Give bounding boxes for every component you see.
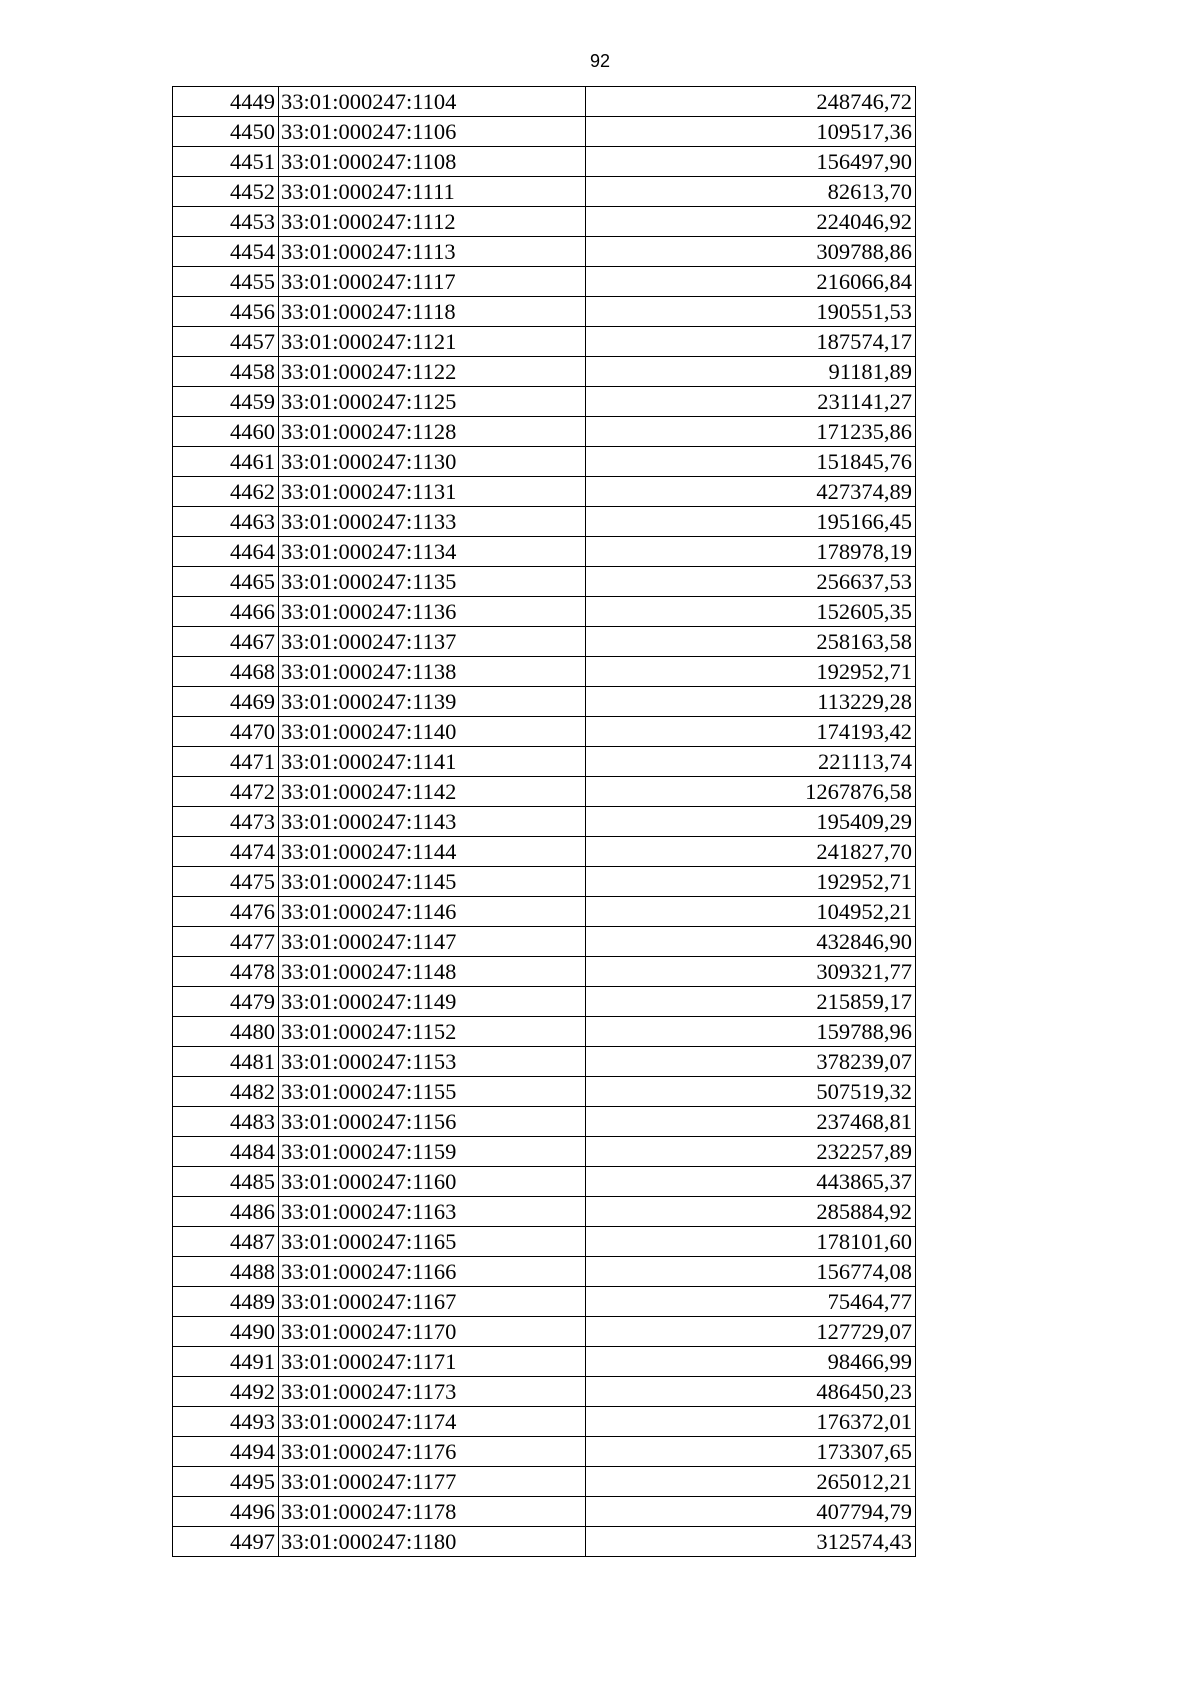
cadastral-value-cell: 216066,84 [586,267,916,297]
table-row [173,297,916,327]
table-row [173,627,916,657]
cadastral-number-cell: 33:01:000247:1140 [279,717,586,747]
table-row [173,1287,916,1317]
table-row [173,657,916,687]
table-row [173,327,916,357]
cadastral-value-cell: 231141,27 [586,387,916,417]
table-row [173,1257,916,1287]
cadastral-number-cell: 33:01:000247:1108 [279,147,586,177]
cadastral-value-cell: 178101,60 [586,1227,916,1257]
table-row [173,417,916,447]
cadastral-number-cell: 33:01:000247:1113 [279,237,586,267]
row-number-cell: 4497 [173,1527,279,1557]
cadastral-number-cell: 33:01:000247:1122 [279,357,586,387]
row-number-cell: 4451 [173,147,279,177]
cadastral-number-cell: 33:01:000247:1121 [279,327,586,357]
cadastral-value-cell: 312574,43 [586,1527,916,1557]
table-row [173,1107,916,1137]
cadastral-value-cell: 232257,89 [586,1137,916,1167]
cadastral-number-cell: 33:01:000247:1152 [279,1017,586,1047]
cadastral-number-cell: 33:01:000247:1106 [279,117,586,147]
row-number-cell: 4483 [173,1107,279,1137]
cadastral-number-cell: 33:01:000247:1111 [279,177,586,207]
cadastral-value-cell: 215859,17 [586,987,916,1017]
row-number-cell: 4453 [173,207,279,237]
cadastral-value-cell: 171235,86 [586,417,916,447]
cadastral-number-cell: 33:01:000247:1166 [279,1257,586,1287]
cadastral-value-cell: 178978,19 [586,537,916,567]
cadastral-number-cell: 33:01:000247:1131 [279,477,586,507]
table-row [173,207,916,237]
cadastral-number-cell: 33:01:000247:1170 [279,1317,586,1347]
table-row [173,897,916,927]
row-number-cell: 4460 [173,417,279,447]
row-number-cell: 4472 [173,777,279,807]
table-row [173,687,916,717]
table-row [173,1437,916,1467]
row-number-cell: 4449 [173,87,279,117]
table-row [173,1317,916,1347]
cadastral-number-cell: 33:01:000247:1163 [279,1197,586,1227]
cadastral-number-cell: 33:01:000247:1141 [279,747,586,777]
cadastral-value-cell: 256637,53 [586,567,916,597]
cadastral-number-cell: 33:01:000247:1139 [279,687,586,717]
page-number: 92 [589,51,611,71]
table-row [173,447,916,477]
table-row [173,537,916,567]
table-row [173,117,916,147]
cadastral-number-cell: 33:01:000247:1118 [279,297,586,327]
cadastral-number-cell: 33:01:000247:1155 [279,1077,586,1107]
row-number-cell: 4479 [173,987,279,1017]
cadastral-value-cell: 173307,65 [586,1437,916,1467]
cadastral-number-cell: 33:01:000247:1125 [279,387,586,417]
cadastral-number-cell: 33:01:000247:1138 [279,657,586,687]
table-row [173,1047,916,1077]
cadastral-number-cell: 33:01:000247:1135 [279,567,586,597]
cadastral-number-cell: 33:01:000247:1142 [279,777,586,807]
table-row [173,837,916,867]
cadastral-number-cell: 33:01:000247:1156 [279,1107,586,1137]
cadastral-number-cell: 33:01:000247:1148 [279,957,586,987]
cadastral-number-cell: 33:01:000247:1144 [279,837,586,867]
table-body [173,87,916,1557]
cadastral-value-cell: 309321,77 [586,957,916,987]
cadastral-value-cell: 104952,21 [586,897,916,927]
table-row [173,1017,916,1047]
table-row [173,777,916,807]
cadastral-value-cell: 82613,70 [586,177,916,207]
table-row [173,567,916,597]
row-number-cell: 4469 [173,687,279,717]
cadastral-value-cell: 265012,21 [586,1467,916,1497]
row-number-cell: 4474 [173,837,279,867]
cadastral-number-cell: 33:01:000247:1133 [279,507,586,537]
table-row [173,597,916,627]
cadastral-number-cell: 33:01:000247:1173 [279,1377,586,1407]
table-row [173,1527,916,1557]
table-row [173,357,916,387]
cadastral-value-cell: 192952,71 [586,867,916,897]
cadastral-number-cell: 33:01:000247:1159 [279,1137,586,1167]
cadastral-number-cell: 33:01:000247:1147 [279,927,586,957]
row-number-cell: 4490 [173,1317,279,1347]
cadastral-value-cell: 174193,42 [586,717,916,747]
cadastral-value-cell: 195409,29 [586,807,916,837]
cadastral-value-cell: 176372,01 [586,1407,916,1437]
row-number-cell: 4488 [173,1257,279,1287]
row-number-cell: 4468 [173,657,279,687]
table-row [173,1497,916,1527]
row-number-cell: 4464 [173,537,279,567]
cadastral-number-cell: 33:01:000247:1174 [279,1407,586,1437]
table-row [173,1137,916,1167]
table-row [173,987,916,1017]
cadastral-value-cell: 156774,08 [586,1257,916,1287]
row-number-cell: 4457 [173,327,279,357]
cadastral-value-cell: 432846,90 [586,927,916,957]
cadastral-value-cell: 109517,36 [586,117,916,147]
cadastral-value-cell: 159788,96 [586,1017,916,1047]
row-number-cell: 4475 [173,867,279,897]
cadastral-value-cell: 486450,23 [586,1377,916,1407]
cadastral-number-cell: 33:01:000247:1130 [279,447,586,477]
table-row [173,177,916,207]
row-number-cell: 4478 [173,957,279,987]
cadastral-value-cell: 241827,70 [586,837,916,867]
cadastral-number-cell: 33:01:000247:1160 [279,1167,586,1197]
cadastral-value-cell: 258163,58 [586,627,916,657]
cadastral-number-cell: 33:01:000247:1167 [279,1287,586,1317]
cadastral-value-cell: 248746,72 [586,87,916,117]
table-row [173,477,916,507]
cadastral-value-cell: 151845,76 [586,447,916,477]
row-number-cell: 4495 [173,1467,279,1497]
cadastral-number-cell: 33:01:000247:1178 [279,1497,586,1527]
table-row [173,387,916,417]
cadastral-number-cell: 33:01:000247:1171 [279,1347,586,1377]
cadastral-value-cell: 224046,92 [586,207,916,237]
cadastral-number-cell: 33:01:000247:1176 [279,1437,586,1467]
cadastral-number-cell: 33:01:000247:1143 [279,807,586,837]
row-number-cell: 4450 [173,117,279,147]
row-number-cell: 4476 [173,897,279,927]
cadastral-number-cell: 33:01:000247:1112 [279,207,586,237]
table-row [173,957,916,987]
cadastral-number-cell: 33:01:000247:1180 [279,1527,586,1557]
cadastral-value-table [172,86,916,1557]
cadastral-number-cell: 33:01:000247:1136 [279,597,586,627]
row-number-cell: 4494 [173,1437,279,1467]
table-row [173,1077,916,1107]
table-row [173,927,916,957]
table-row [173,147,916,177]
cadastral-value-cell: 190551,53 [586,297,916,327]
row-number-cell: 4455 [173,267,279,297]
table-row [173,1197,916,1227]
row-number-cell: 4487 [173,1227,279,1257]
cadastral-value-cell: 113229,28 [586,687,916,717]
table-row [173,1227,916,1257]
row-number-cell: 4467 [173,627,279,657]
table-row [173,237,916,267]
table-row [173,1377,916,1407]
cadastral-number-cell: 33:01:000247:1165 [279,1227,586,1257]
cadastral-number-cell: 33:01:000247:1128 [279,417,586,447]
cadastral-value-cell: 1267876,58 [586,777,916,807]
cadastral-value-cell: 427374,89 [586,477,916,507]
table-row [173,87,916,117]
row-number-cell: 4491 [173,1347,279,1377]
table-row [173,507,916,537]
row-number-cell: 4465 [173,567,279,597]
cadastral-value-cell: 378239,07 [586,1047,916,1077]
row-number-cell: 4482 [173,1077,279,1107]
table-row [173,807,916,837]
table-row [173,747,916,777]
row-number-cell: 4461 [173,447,279,477]
table-row [173,1407,916,1437]
cadastral-value-cell: 187574,17 [586,327,916,357]
row-number-cell: 4456 [173,297,279,327]
row-number-cell: 4454 [173,237,279,267]
cadastral-value-cell: 237468,81 [586,1107,916,1137]
row-number-cell: 4477 [173,927,279,957]
cadastral-value-cell: 507519,32 [586,1077,916,1107]
table-row [173,1347,916,1377]
row-number-cell: 4471 [173,747,279,777]
cadastral-value-cell: 98466,99 [586,1347,916,1377]
cadastral-value-cell: 309788,86 [586,237,916,267]
cadastral-number-cell: 33:01:000247:1153 [279,1047,586,1077]
row-number-cell: 4486 [173,1197,279,1227]
table-row [173,717,916,747]
cadastral-value-cell: 127729,07 [586,1317,916,1347]
cadastral-value-cell: 221113,74 [586,747,916,777]
cadastral-value-cell: 285884,92 [586,1197,916,1227]
cadastral-value-cell: 195166,45 [586,507,916,537]
cadastral-number-cell: 33:01:000247:1149 [279,987,586,1017]
row-number-cell: 4466 [173,597,279,627]
cadastral-value-cell: 156497,90 [586,147,916,177]
row-number-cell: 4462 [173,477,279,507]
cadastral-value-cell: 75464,77 [586,1287,916,1317]
cadastral-number-cell: 33:01:000247:1146 [279,897,586,927]
cadastral-number-cell: 33:01:000247:1137 [279,627,586,657]
row-number-cell: 4458 [173,357,279,387]
row-number-cell: 4493 [173,1407,279,1437]
row-number-cell: 4459 [173,387,279,417]
row-number-cell: 4452 [173,177,279,207]
table-row [173,867,916,897]
row-number-cell: 4480 [173,1017,279,1047]
cadastral-number-cell: 33:01:000247:1177 [279,1467,586,1497]
cadastral-value-cell: 443865,37 [586,1167,916,1197]
row-number-cell: 4492 [173,1377,279,1407]
row-number-cell: 4485 [173,1167,279,1197]
row-number-cell: 4470 [173,717,279,747]
cadastral-value-cell: 192952,71 [586,657,916,687]
row-number-cell: 4463 [173,507,279,537]
row-number-cell: 4481 [173,1047,279,1077]
row-number-cell: 4489 [173,1287,279,1317]
table-row [173,1467,916,1497]
row-number-cell: 4473 [173,807,279,837]
cadastral-number-cell: 33:01:000247:1104 [279,87,586,117]
cadastral-number-cell: 33:01:000247:1145 [279,867,586,897]
cadastral-value-cell: 407794,79 [586,1497,916,1527]
cadastral-number-cell: 33:01:000247:1134 [279,537,586,567]
row-number-cell: 4496 [173,1497,279,1527]
cadastral-number-cell: 33:01:000247:1117 [279,267,586,297]
row-number-cell: 4484 [173,1137,279,1167]
cadastral-value-cell: 91181,89 [586,357,916,387]
table-row [173,1167,916,1197]
table-row [173,267,916,297]
cadastral-value-cell: 152605,35 [586,597,916,627]
